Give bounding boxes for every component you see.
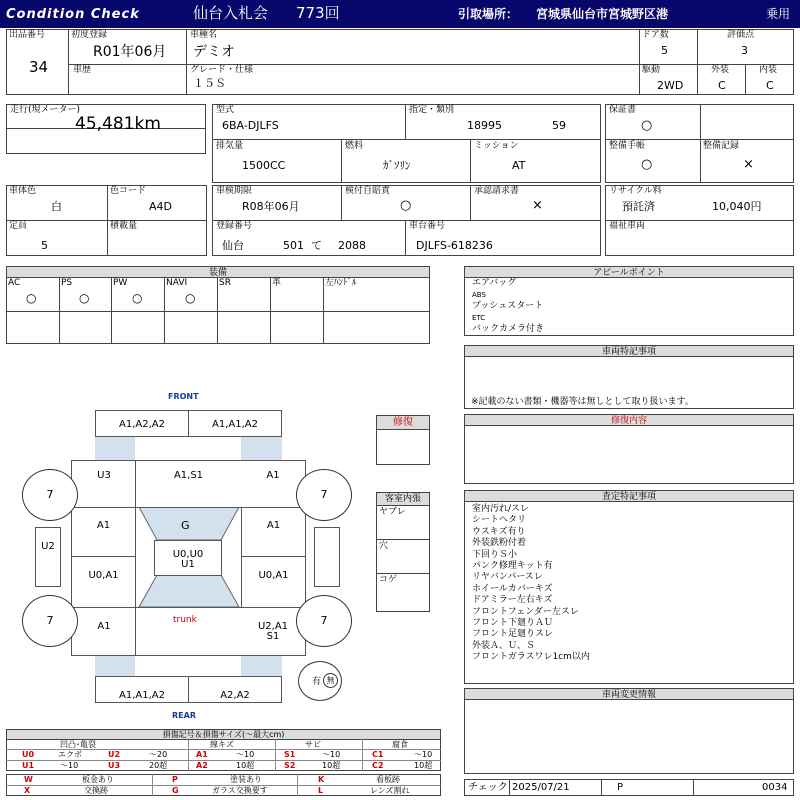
legend-code: S1 [284, 750, 296, 759]
panel-rear-right[interactable]: U2,A1 S1 [241, 607, 306, 656]
exterior-label: 外装 [711, 65, 730, 75]
legend-group-rust: サビ [305, 740, 321, 749]
legend-desc: 10超 [322, 761, 341, 770]
legend-code: P [172, 775, 178, 784]
legend-code: U2 [108, 750, 121, 759]
score-label: 評価点 [727, 30, 755, 40]
legend-desc: エクボ [58, 750, 82, 759]
wheel-front-left[interactable]: 7 [22, 469, 78, 521]
doors-label: ドア数 [642, 30, 669, 40]
trunk-label: trunk [173, 615, 197, 625]
legend-code: U3 [108, 761, 121, 770]
legend-desc: 〜20 [149, 750, 168, 759]
legend-code: S2 [284, 761, 296, 770]
mission-value: AT [512, 159, 526, 172]
appeal-item: エアバッグ [472, 278, 517, 288]
warranty-value: ○ [641, 118, 653, 133]
equipment-header-pw: PW [113, 278, 128, 288]
panel-bottom-right[interactable]: A2,A2 [188, 676, 282, 703]
repair-label: 修復 [376, 415, 430, 430]
interior-value: C [766, 79, 774, 92]
appeal-box [464, 277, 794, 336]
legend-desc: 看板跡 [376, 775, 400, 784]
footer-check-label: チェック [468, 782, 508, 793]
equipment-value-pw: ○ [132, 291, 143, 305]
fuel-value: ｶﾞｿﾘﾝ [383, 159, 411, 172]
interior-item-hole: 穴 [379, 541, 389, 551]
legend-group-scratch: 線キズ [210, 740, 234, 749]
wheel-rear-left[interactable]: 7 [22, 595, 78, 647]
inspect-note-item: ホイールカバーキズ [472, 583, 553, 594]
inspect-note-item: 外装Ａ、Ｕ、Ｓ [472, 640, 536, 651]
capacity-label: 定員 [9, 221, 28, 231]
plate-number: 2088 [338, 239, 366, 252]
exterior-value: C [718, 79, 726, 92]
legend-code: A2 [196, 761, 208, 770]
plate-area: 仙台 [222, 239, 244, 252]
equipment-header-lhd: 左ﾊﾝﾄﾞﾙ [325, 278, 357, 288]
location-value: 宮城県仙台市宮城野区港 [536, 7, 669, 21]
plate-kana: て [311, 239, 322, 252]
panel-roof[interactable]: U0,U0 U1 [154, 540, 222, 576]
repair-box [376, 429, 430, 465]
fuel-label: 燃料 [345, 141, 364, 151]
panel-front-right[interactable]: A1 [241, 460, 306, 508]
capacity-value: 5 [41, 239, 48, 252]
recycle-fee: 10,040円 [712, 200, 762, 213]
panel-door-left[interactable]: U0,A1 [71, 556, 136, 608]
drive-label: 駆動 [642, 65, 661, 75]
first-reg-label: 初度登録 [71, 30, 108, 40]
panel-bottom-left[interactable]: A1,A1,A2 [95, 676, 189, 703]
special-note: ※記載のない書類・機器等は無しとして取り扱います。 [471, 397, 694, 407]
equipment-header-navi: NAVI [166, 278, 188, 288]
appeal-item: バックカメラ付き [472, 324, 545, 334]
interior-item-burn: コゲ [379, 575, 398, 585]
legend-code: K [318, 775, 325, 784]
auction-name: 仙台入札会 [193, 4, 269, 22]
inspection-value: R08年06月 [242, 200, 300, 213]
panel-top-right[interactable]: A1,A1,A2 [188, 410, 282, 437]
inspect-notes-box [464, 501, 794, 684]
inspect-note-item: ウスキズ有り [472, 526, 526, 537]
legend-desc: 〜10 [414, 750, 433, 759]
displacement-value: 1500CC [242, 159, 286, 172]
appeal-item: プッシュスタート [472, 301, 544, 311]
recycle-status: 預託済 [622, 200, 655, 213]
equipment-header-ps: PS [61, 278, 73, 288]
body-color-label: 車体色 [9, 186, 37, 196]
repair-content-box [464, 425, 794, 484]
displacement-label: 排気量 [216, 141, 244, 151]
inspect-note-item: リヤバンパースレ [472, 572, 543, 583]
no-smoke-icon: 無 [323, 673, 338, 688]
maint-record-value: × [743, 157, 754, 172]
manual-label: 整備手帳 [609, 141, 646, 151]
inspect-note-item: フロントガラスワレ1cm以内 [472, 652, 590, 663]
legend-title: 損傷記号＆損傷サイズ(〜最大cm) [6, 729, 441, 740]
score-value: 3 [741, 44, 748, 57]
panel-fender-right[interactable]: A1 [241, 507, 306, 557]
inspect-note-item: フロント足廻りスレ [472, 629, 554, 640]
inspect-notes-list [472, 504, 590, 664]
legend-code: A1 [196, 750, 208, 759]
appeal-list [472, 278, 544, 336]
legend-desc: レンズ割れ [370, 786, 410, 795]
header-bar [0, 0, 800, 28]
equipment-value-navi: ○ [185, 291, 196, 305]
equipment-value-ac: ○ [26, 291, 37, 305]
inspect-note-item: シートヘタリ [472, 515, 527, 526]
legend-group-dent: 凹凸･亀裂 [60, 740, 96, 749]
chassis-value: DJLFS-618236 [416, 239, 493, 252]
changes-title: 車両変更情報 [464, 688, 794, 700]
recycle-label: リサイクル料 [609, 186, 662, 196]
mirror-right[interactable] [314, 527, 340, 587]
doors-value: 5 [661, 44, 668, 57]
mirror-left[interactable]: U2 [35, 527, 61, 587]
legend-group-corrosion: 腐食 [392, 740, 408, 749]
type-label: 型式 [216, 105, 235, 115]
legend-desc: ガラス交換要す [212, 786, 268, 795]
welfare-label: 福祉車両 [609, 221, 646, 231]
appeal-title: アピールポイント [464, 266, 794, 278]
equipment-value-ps: ○ [79, 291, 90, 305]
legend-desc: 〜10 [236, 750, 255, 759]
legend-code: C2 [372, 761, 384, 770]
designation-value: 18995 [467, 119, 502, 132]
rear-label: REAR [172, 711, 196, 720]
legend-code: L [318, 786, 324, 795]
insurance-value: ○ [400, 198, 412, 213]
appeal-item: ETC [472, 313, 486, 322]
designation-label: 指定・類別 [409, 105, 455, 115]
interior-label: 内装 [759, 65, 778, 75]
panel-door-right[interactable]: U0,A1 [241, 556, 306, 608]
legend-code: U1 [22, 761, 35, 770]
color-code-value: A4D [149, 200, 172, 213]
plate-label: 登録番号 [216, 221, 253, 231]
load-label: 積載量 [110, 221, 138, 231]
history-label: 車歴 [73, 65, 92, 75]
maint-record-label: 整備記録 [703, 141, 740, 151]
wheel-rear-right[interactable]: 7 [296, 595, 352, 647]
equipment-header-ac: AC [8, 278, 21, 288]
model-label: 車種名 [190, 30, 218, 40]
chassis-label: 車台番号 [409, 221, 446, 231]
legend-code: C1 [372, 750, 384, 759]
appeal-item: ABS [472, 290, 486, 299]
legend-code: G [172, 786, 179, 795]
insurance-label: 検付自賠責 [345, 186, 391, 196]
inspect-notes-title: 査定特記事項 [464, 490, 794, 502]
classification-value: 59 [552, 119, 566, 132]
legend-desc: 板金あり [82, 775, 114, 784]
category-label: 乗用 [766, 7, 791, 21]
mileage-value: 45,481km [75, 114, 161, 134]
repair-content-title: 修復内容 [464, 414, 794, 426]
front-label: FRONT [168, 392, 199, 401]
panel-top-left[interactable]: A1,A2,A2 [95, 410, 189, 437]
legend-desc: 10超 [236, 761, 255, 770]
brand-label: Condition Check [6, 7, 140, 22]
panel-hood[interactable]: A1,S1 [135, 460, 242, 508]
warranty-blank-cell [700, 104, 794, 140]
equipment-header-sr: SR [219, 278, 231, 288]
legend-desc: 交換跡 [84, 786, 108, 795]
first-reg-value: R01年06月 [93, 44, 167, 60]
special-title: 車両特記事項 [464, 345, 794, 357]
legend-desc: 塗装あり [230, 775, 262, 784]
interior-title: 客室内張 [376, 492, 430, 506]
approval-label: 承認請求書 [474, 186, 520, 196]
approval-value: × [532, 198, 543, 213]
glass-mark[interactable]: G [181, 519, 190, 532]
legend-desc: 〜10 [322, 750, 341, 759]
footer-p: P [617, 782, 624, 793]
warranty-label: 保証書 [609, 105, 637, 115]
panel-fender-left[interactable]: A1 [71, 507, 136, 557]
body-color-value: 白 [51, 200, 62, 213]
mileage-label: 走行(現メーター) [10, 105, 81, 115]
color-code-label: 色コード [110, 186, 147, 196]
panel-u3[interactable]: U3 [71, 460, 136, 508]
auction-session: 773回 [296, 4, 340, 22]
inspect-note-item: フロントフェンダー左スレ [472, 606, 579, 617]
model-value: デミオ [193, 44, 235, 60]
manual-value: ○ [641, 157, 653, 172]
inspect-note-item: 室内汚れ/スレ [472, 504, 530, 514]
legend-desc: 〜10 [60, 761, 79, 770]
changes-box [464, 699, 794, 774]
equipment-title: 装備 [6, 266, 430, 278]
legend-code: X [24, 786, 31, 795]
legend-code: U0 [22, 750, 35, 759]
model-cell [186, 29, 640, 65]
grade-label: グレード・仕様 [190, 65, 254, 75]
footer-code: 0034 [762, 782, 788, 793]
legend-desc: 10超 [414, 761, 433, 770]
equipment-header-leather: 革 [272, 278, 282, 288]
inspect-note-item: 外装鉄粉付着 [472, 538, 527, 549]
lot-value: 34 [29, 58, 49, 76]
inspect-note-item: パンク修理キット有 [472, 561, 553, 572]
inspect-note-item: ドアミラー左右キズ [472, 595, 553, 606]
legend-desc: 20超 [149, 761, 168, 770]
interior-item-tear: ヤブレ [379, 507, 406, 517]
legend-code: W [24, 775, 33, 784]
inspect-note-item: フロント下廻りＡＵ [472, 618, 554, 629]
inspection-label: 車検期限 [216, 186, 253, 196]
mission-label: ミッション [474, 141, 519, 151]
location-label: 引取場所： [458, 7, 519, 21]
plate-class: 501 [283, 239, 304, 252]
footer-date: 2025/07/21 [512, 782, 570, 793]
grade-cell [186, 64, 640, 95]
wheel-front-right[interactable]: 7 [296, 469, 352, 521]
drive-value: 2WD [657, 79, 684, 92]
grade-value: １５Ｓ [193, 77, 226, 90]
type-value: 6BA-DJLFS [222, 119, 279, 132]
smoke-label: 有 [312, 677, 322, 687]
lot-label: 出品番号 [9, 30, 46, 40]
panel-rear-left[interactable]: A1 [71, 607, 136, 656]
inspect-note-item: 下回りＳ小 [472, 549, 518, 560]
